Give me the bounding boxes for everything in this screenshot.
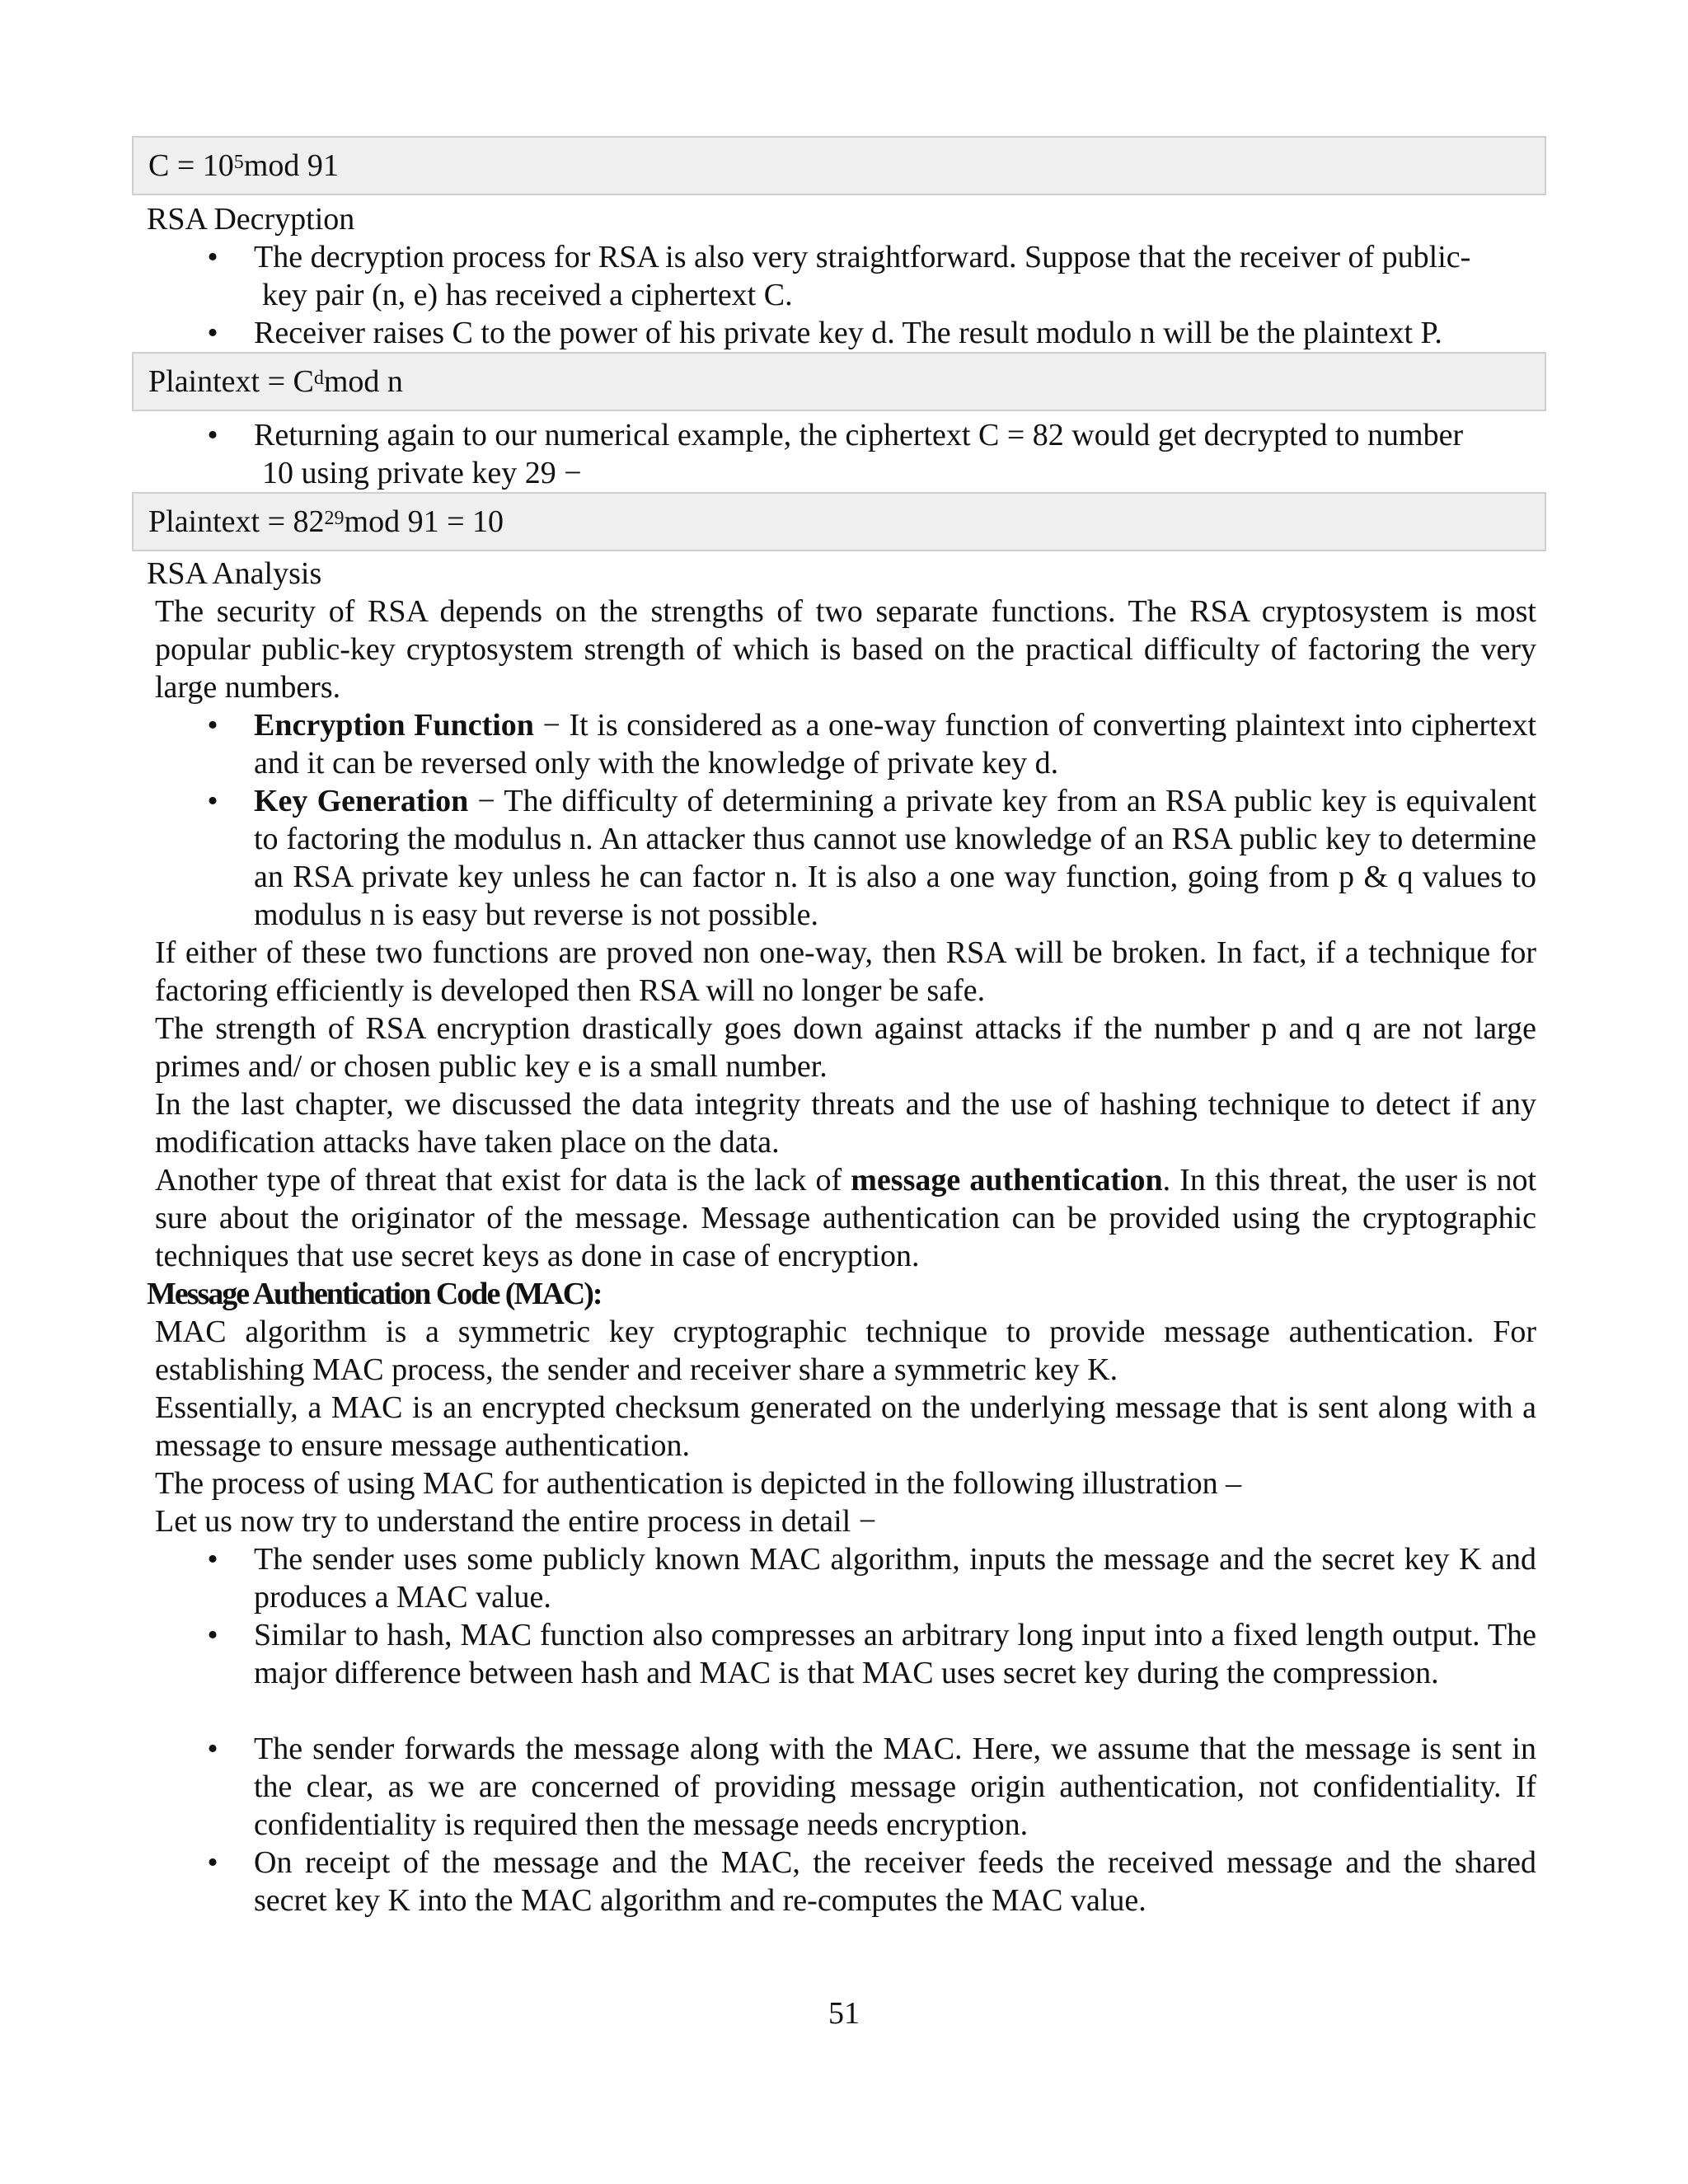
formula-base: C = 10 [148, 148, 234, 183]
bullet-text: On receipt of the message and the MAC, the receiver feeds the received message and the shared secret key K into the MAC algorithm and re-computes the MAC value. [254, 1845, 1536, 1918]
bullet-text-continued: 10 using private key 29 − [262, 456, 582, 490]
heading-rsa-analysis: RSA Analysis [147, 556, 322, 591]
bullet-example [207, 416, 1536, 492]
formula-exponent: d [313, 368, 324, 389]
paragraph-mac-2: Essentially, a MAC is an encrypted checksum generated on the underlying message that is sent along with a message to ensure message authentication. [155, 1390, 1536, 1463]
bullet-dot: • [207, 1732, 218, 1766]
bullet-text: − The difficulty of determining a private key from an RSA public key is equivalent to factoring the modulus n. An attacker thus cannot use knowledge of an RSA public key to determine an RSA private key unless he can factor n. It is also a one way function, going from p & q values to modulus n is easy but reverse is not possible. [254, 784, 1536, 932]
bullet-key-generation [207, 782, 1536, 934]
formula-rest: mod 91 [243, 148, 339, 183]
paragraph-text: Another type of threat that exist for data is the lack of [155, 1163, 851, 1197]
page-number: 51 [828, 1996, 860, 2031]
formula-base: Plaintext = 82 [148, 504, 325, 539]
bullet-dot: • [207, 784, 218, 818]
bullet-encryption-function [207, 706, 1536, 782]
bullet-mac-1 [207, 1540, 1536, 1616]
bullet-mac-3 [207, 1730, 1536, 1844]
formula-exponent: 5 [233, 152, 244, 173]
formula-rest: mod 91 = 10 [344, 504, 504, 539]
paragraph-mac-4: Let us now try to understand the entire process in detail − [155, 1504, 877, 1539]
bullet-dot: • [207, 316, 218, 350]
paragraph-text: . In this threat, the user is not sure about the originator of the message. Message authentication can be provided using the cryptographic techniques that use secret keys as done in case of encryption. [155, 1163, 1537, 1273]
bullet-dot: • [207, 1542, 218, 1577]
heading-mac: Message Authentication Code (MAC): [147, 1277, 602, 1311]
bullet-text: The sender forwards the message along with the MAC. Here, we assume that the message is sent in the clear, as we are concerned of providing message origin authentication, not confidentiality. If confidentiality is required then the message needs encryption. [254, 1732, 1536, 1842]
bullet-dot: • [207, 708, 218, 743]
bullet-text: The sender uses some publicly known MAC algorithm, inputs the message and the secret key K and produces a MAC value. [254, 1542, 1536, 1615]
bullet-text: Returning again to our numerical example, the ciphertext C = 82 would get decrypted to number [254, 418, 1464, 452]
bullet-mac-2 [207, 1616, 1536, 1692]
bullet-text-continued: key pair (n, e) has received a ciphertext C. [262, 278, 793, 312]
formula-base: Plaintext = C [148, 364, 314, 399]
formula-rest: mod n [323, 364, 403, 399]
paragraph-broken: If either of these two functions are proved non one-way, then RSA will be broken. In fact, if a technique for factoring efficiently is developed then RSA will no longer be safe. [155, 935, 1536, 1008]
paragraph-strength: The strength of RSA encryption drastically goes down against attacks if the number p and q are not large primes and/ or chosen public key e is a small number. [155, 1011, 1536, 1084]
paragraph-mac-3: The process of using MAC for authentication is depicted in the following illustration – [155, 1466, 1242, 1501]
formula-box-ciphertext [132, 136, 1546, 195]
formula-box-plaintext-example [132, 492, 1546, 551]
bullet-decryption-1 [207, 238, 1536, 314]
bullet-term: Key Generation [254, 784, 469, 818]
bullet-text: − It is considered as a one-way function of converting plaintext into ciphertext and it can be reversed only with the knowledge of private key d. [254, 708, 1536, 780]
bullet-dot: • [207, 418, 218, 452]
bullet-dot: • [207, 1618, 218, 1652]
bullet-decryption-2 [207, 314, 1536, 352]
formula-box-plaintext [132, 352, 1546, 411]
heading-rsa-decryption: RSA Decryption [147, 202, 355, 237]
paragraph-mac-1: MAC algorithm is a symmetric key cryptographic technique to provide message authentication. For establishing MAC process, the sender and receiver share a symmetric key K. [155, 1315, 1536, 1387]
bullet-text: The decryption process for RSA is also very straightforward. Suppose that the receiver of public- [254, 240, 1471, 274]
paragraph-message-authentication [155, 1161, 1536, 1275]
bullet-dot: • [207, 1845, 218, 1880]
paragraph-bold-term: message authentication [851, 1163, 1163, 1197]
bullet-dot: • [207, 240, 218, 274]
bullet-term: Encryption Function [254, 708, 534, 743]
formula-exponent: 29 [324, 508, 345, 529]
paragraph-analysis: The security of RSA depends on the strengths of two separate functions. The RSA cryptosystem is most popular public-key cryptosystem strength of which is based on the practical difficulty of factoring the very large numbers. [155, 594, 1536, 705]
bullet-text: Receiver raises C to the power of his private key d. The result modulo n will be the plaintext P. [254, 316, 1442, 350]
bullet-mac-4 [207, 1844, 1536, 1919]
paragraph-last-chapter: In the last chapter, we discussed the data integrity threats and the use of hashing technique to detect if any modification attacks have taken place on the data. [155, 1087, 1536, 1160]
bullet-text: Similar to hash, MAC function also compresses an arbitrary long input into a fixed length output. The major difference between hash and MAC is that MAC uses secret key during the compression. [254, 1618, 1536, 1690]
